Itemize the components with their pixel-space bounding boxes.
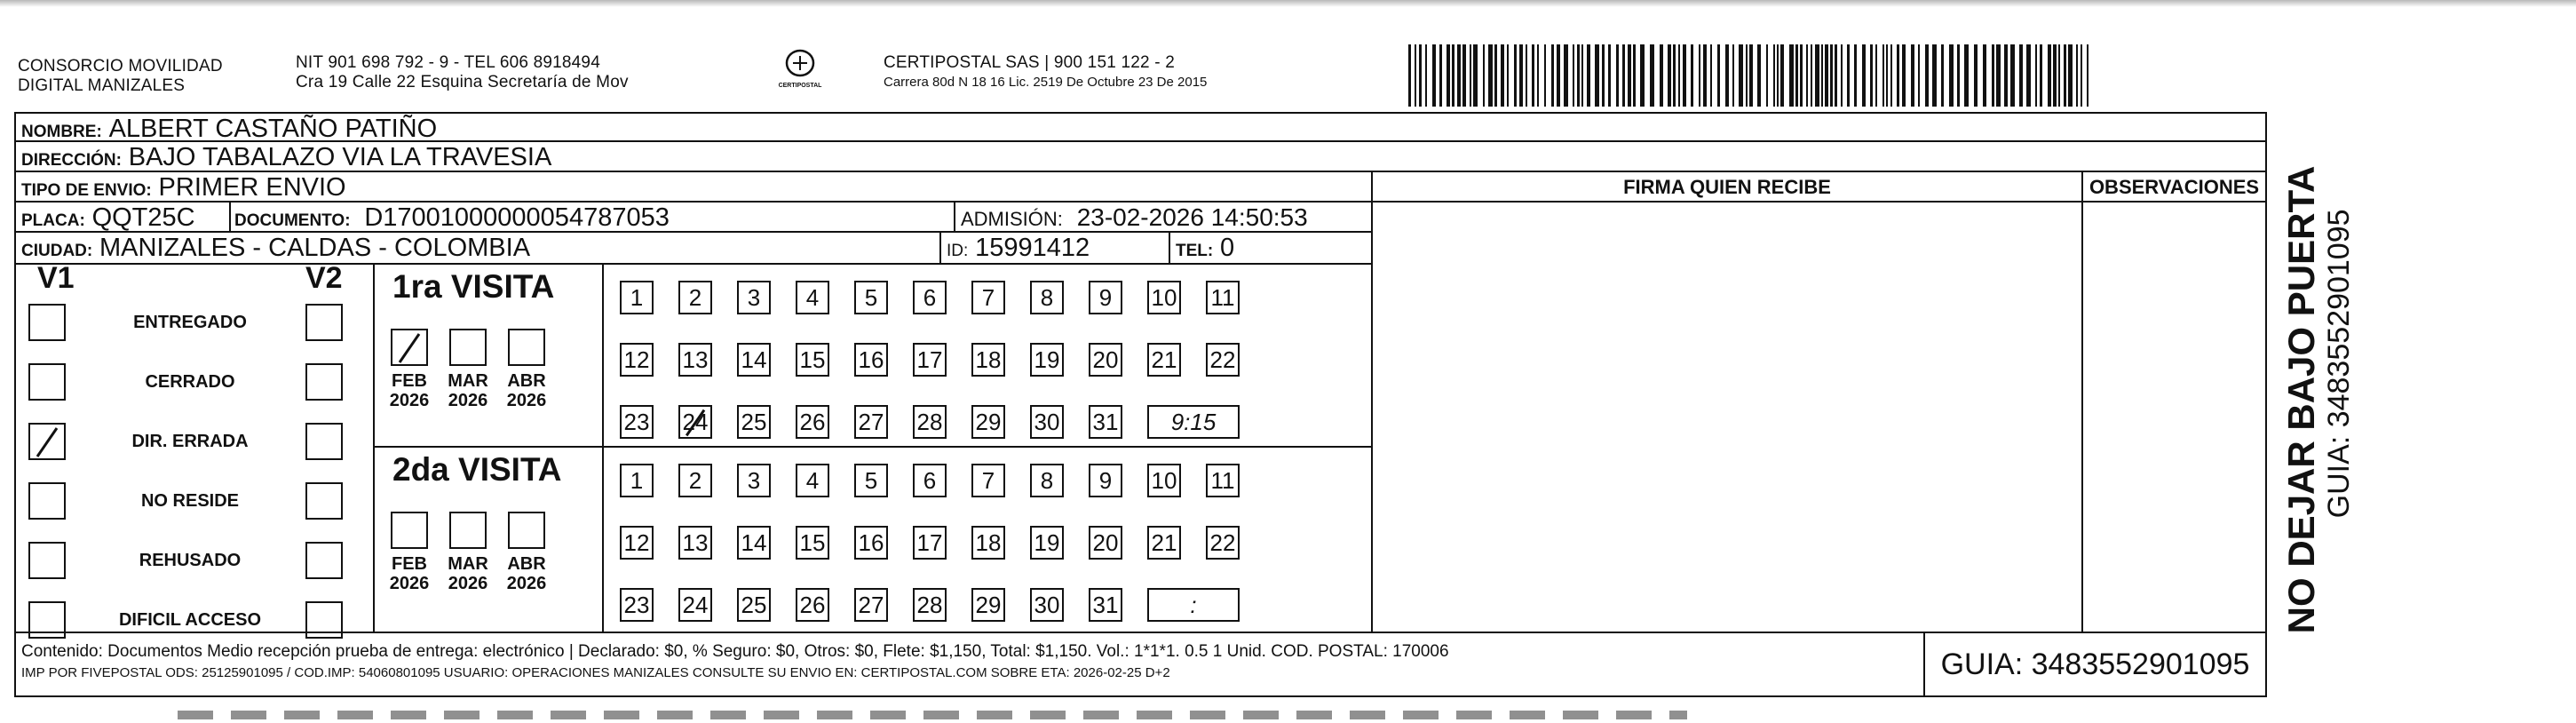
day-box[interactable]: 18 (971, 343, 1005, 377)
time-box[interactable]: : (1147, 588, 1240, 622)
visit1-section (375, 265, 1373, 448)
status-label: CERRADO (145, 372, 235, 392)
visit2-section (375, 448, 1373, 632)
day-box[interactable]: 4 (796, 281, 829, 314)
barcode-bar (1890, 44, 1892, 107)
side-panel (2270, 115, 2367, 684)
address-label: DIRECCIÓN: (21, 151, 122, 170)
barcode-bar (1992, 44, 1994, 107)
observations-label: OBSERVACIONES (2083, 172, 2265, 203)
barcode-bar (1941, 44, 1944, 107)
visit2-title: 2da VISITA (392, 451, 562, 488)
footer (16, 632, 2265, 695)
top-edge (0, 0, 2576, 7)
v1-checkbox[interactable] (28, 542, 66, 579)
status-section (16, 261, 375, 632)
plate-cell (16, 203, 231, 231)
day-box[interactable]: 1 (620, 464, 654, 497)
barcode-bar (2019, 44, 2023, 107)
day-box[interactable]: 13 (678, 526, 712, 560)
month-name: ABR (507, 371, 546, 391)
barcode-bar (1974, 44, 1978, 107)
barcode-bar (1602, 44, 1605, 107)
day-box[interactable]: 7 (971, 464, 1005, 497)
day-box[interactable]: 3 (737, 281, 771, 314)
city-label: CIUDAD: (21, 242, 93, 260)
month-year: 2026 (448, 391, 488, 410)
footer-imp-line: IMP POR FIVEPOSTAL ODS: 25125901095 / COD.IMP: 54060801095 USUARIO: OPERACIONES MANIZALES CONSULTE SU ENVIO EN: CERTIPOSTAL.COM SOBRE ETA: 2026-02-25 D+2 (21, 665, 1170, 680)
day-box[interactable]: 30 (1030, 588, 1064, 622)
barcode-bar (1918, 44, 1920, 107)
barcode-bar (1789, 44, 1794, 107)
city-value: MANIZALES - CALDAS - COLOMBIA (99, 234, 531, 262)
barcode-bar (2035, 44, 2037, 107)
barcode-bar (1439, 44, 1442, 107)
courier-info (884, 53, 1207, 91)
barcode-bar (1862, 44, 1866, 107)
v2-checkbox[interactable] (305, 423, 343, 460)
day-box[interactable]: 2 (678, 464, 712, 497)
city-cell (21, 233, 945, 263)
address-row (16, 142, 2265, 172)
barcode-bar (1739, 44, 1743, 107)
barcode-bar (1419, 44, 1422, 107)
month-name: FEB (392, 554, 427, 574)
barcode-bar (1932, 44, 1937, 107)
barcode-bar (1806, 44, 1808, 107)
barcode-bar (1415, 44, 1416, 107)
day-box[interactable]: 13 (678, 343, 712, 377)
status-label: NO RESIDE (140, 491, 240, 511)
barcode-bar (1622, 44, 1625, 107)
barcode-bar (1457, 44, 1461, 107)
barcode-bar (1691, 44, 1693, 107)
left-section (16, 172, 1373, 632)
company-nit (296, 53, 629, 92)
barcode-bar (1732, 44, 1734, 107)
tel-label: TEL: (1176, 242, 1214, 260)
barcode-bar (1911, 44, 1914, 107)
barcode-bar (2064, 44, 2066, 107)
send-type-row (16, 172, 1371, 203)
barcode-bar (1925, 44, 1929, 107)
barcode-bar (1519, 44, 1523, 107)
visit2-left (375, 448, 604, 632)
barcode-bar (1957, 44, 1960, 107)
day-box[interactable]: 6 (913, 464, 947, 497)
day-box[interactable]: 20 (1089, 343, 1122, 377)
footer-text (21, 640, 1922, 683)
barcode-bar (1473, 44, 1478, 107)
barcode-bar (1841, 44, 1843, 107)
barcode-bar (2048, 44, 2051, 107)
day-box[interactable]: 29 (971, 588, 1005, 622)
day-box[interactable]: 21 (1147, 343, 1181, 377)
day-box[interactable]: 14 (737, 343, 771, 377)
barcode-bar (1608, 44, 1611, 107)
logo-text: CERTIPOSTAL (778, 83, 822, 89)
tel-cell (1169, 233, 1371, 263)
barcode-bar (1902, 44, 1906, 107)
signature-label: FIRMA QUIEN RECIBE (1373, 172, 2081, 203)
v2-checkbox[interactable] (305, 542, 343, 579)
day-box[interactable]: 21 (1147, 526, 1181, 560)
barcode-bar (1749, 44, 1753, 107)
barcode-bar (1526, 44, 1527, 107)
barcode-bar (1452, 44, 1454, 107)
nit-line-1: NIT 901 698 792 - 9 - TEL 606 8918494 (296, 53, 600, 72)
barcode-bar (1551, 44, 1554, 107)
nit-line-2: Cra 19 Calle 22 Esquina Secretaría de Mov (296, 73, 629, 91)
plate-row (16, 203, 1371, 233)
day-box[interactable]: 25 (737, 588, 771, 622)
admission-value: 23-02-2026 14:50:53 (1076, 203, 1308, 231)
barcode-bar (1483, 44, 1485, 107)
month-year: 2026 (389, 574, 430, 593)
day-box[interactable]: 10 (1147, 281, 1181, 314)
status-label: DIR. ERRADA (131, 432, 249, 451)
barcode-bar (1587, 44, 1590, 107)
barcode-bar (1777, 44, 1779, 107)
day-box[interactable]: 27 (854, 588, 888, 622)
barcode-bar (1835, 44, 1837, 107)
barcode-bar (2004, 44, 2008, 107)
barcode-bar (2053, 44, 2057, 107)
plate-label: PLACA: (21, 211, 85, 230)
barcode-bar (1425, 44, 1427, 107)
send-type-value: PRIMER ENVIO (158, 173, 346, 202)
check-mark-icon (680, 407, 712, 439)
id-label: ID: (947, 242, 969, 260)
status-label: ENTREGADO (133, 313, 247, 332)
visit1-title: 1ra VISITA (392, 268, 555, 305)
admission-cell (954, 203, 1371, 231)
month-name: ABR (507, 554, 546, 574)
barcode-bar (1821, 44, 1823, 107)
day-box[interactable]: 11 (1206, 281, 1240, 314)
time-box[interactable]: 9:15 (1147, 405, 1240, 439)
barcode-bar (1557, 44, 1560, 107)
send-type-label: TIPO DE ENVIO: (21, 181, 152, 200)
barcode-bar (1507, 44, 1509, 107)
barcode-bar (1678, 44, 1680, 107)
day-box[interactable]: 16 (854, 343, 888, 377)
barcode-bar (1408, 44, 1411, 107)
day-box[interactable]: 15 (796, 526, 829, 560)
document-label: DOCUMENTO: (234, 211, 351, 230)
barcode-bar (1683, 44, 1686, 107)
barcode-bar (1699, 44, 1700, 107)
barcode-bar (1811, 44, 1812, 107)
day-box[interactable]: 26 (796, 405, 829, 439)
company-name (18, 57, 223, 96)
barcode-bar (1581, 44, 1583, 107)
visit1-left (375, 265, 604, 446)
barcode-bar (1717, 44, 1720, 107)
day-box[interactable]: 22 (1206, 343, 1240, 377)
month-checkbox[interactable] (391, 329, 428, 366)
barcode-bar (1870, 44, 1873, 107)
check-mark-icon (30, 425, 66, 460)
barcode-bar (1447, 44, 1450, 107)
barcode-bar (1633, 44, 1636, 107)
month-year: 2026 (506, 391, 547, 410)
barcode-bar (1595, 44, 1599, 107)
barcode-bar (1514, 44, 1517, 107)
day-box[interactable]: 5 (854, 464, 888, 497)
document-value: D17001000000054787053 (364, 203, 670, 232)
day-box[interactable]: 20 (1089, 526, 1122, 560)
day-box[interactable]: 1 (620, 281, 654, 314)
month-label (500, 554, 553, 593)
barcode-bar (1470, 44, 1471, 107)
barcode-bar (1532, 44, 1534, 107)
barcode-bar (1830, 44, 1833, 107)
v1-checkbox[interactable] (28, 423, 66, 460)
month-year: 2026 (506, 574, 547, 593)
month-name: MAR (448, 371, 488, 391)
day-box[interactable]: 3 (737, 464, 771, 497)
barcode-bar (1983, 44, 1986, 107)
day-box[interactable]: 17 (913, 343, 947, 377)
barcode-bar (1746, 44, 1748, 107)
side-title: NO DEJAR BAJO PUERTA (2280, 165, 2322, 634)
day-box[interactable]: 30 (1030, 405, 1064, 439)
address-value: BAJO TABALAZO VIA LA TRAVESIA (128, 143, 552, 171)
barcode-bar (2087, 44, 2089, 107)
day-box[interactable]: 16 (854, 526, 888, 560)
barcode-bar (1886, 44, 1888, 107)
barcode-bar (1847, 44, 1850, 107)
barcode-bar (1616, 44, 1619, 107)
day-box[interactable]: 12 (620, 343, 654, 377)
day-box[interactable]: 18 (971, 526, 1005, 560)
barcode-bar (1766, 44, 1768, 107)
day-box[interactable]: 8 (1030, 464, 1064, 497)
day-box[interactable]: 15 (796, 343, 829, 377)
footer-guia-cell (1923, 633, 2265, 695)
footer-guia: GUIA: 3483552901095 (1940, 648, 2250, 681)
day-box[interactable]: 28 (913, 405, 947, 439)
day-box[interactable]: 29 (971, 405, 1005, 439)
day-box[interactable]: 19 (1030, 343, 1064, 377)
day-box[interactable]: 4 (796, 464, 829, 497)
city-row (16, 233, 1371, 265)
barcode-bar (1564, 44, 1568, 107)
observations-area (2083, 172, 2265, 632)
barcode-bar (1668, 44, 1671, 107)
v2-checkbox[interactable] (305, 363, 343, 401)
day-box[interactable]: 17 (913, 526, 947, 560)
courier-line-2: Carrera 80d N 18 16 Lic. 2519 De Octubre 23 De 2015 (884, 75, 1208, 90)
barcode-bar (1673, 44, 1676, 107)
month-name: FEB (392, 371, 427, 391)
barcode-bar (1573, 44, 1574, 107)
v2-checkbox[interactable] (305, 304, 343, 341)
month-label (441, 554, 495, 593)
status-label: DIFICIL ACCESO (118, 610, 261, 630)
barcode-bar (1897, 44, 1899, 107)
day-box[interactable]: 28 (913, 588, 947, 622)
barcode-bar (1537, 44, 1539, 107)
name-label: NOMBRE: (21, 123, 102, 141)
barcode-bar (1544, 44, 1546, 107)
shipping-form (14, 112, 2267, 697)
barcode-bar (2010, 44, 2015, 107)
company-line-2: DIGITAL MANIZALES (18, 76, 186, 95)
barcode-bar (2058, 44, 2060, 107)
company-line-1: CONSORCIO MOVILIDAD (18, 57, 223, 75)
barcode-bar (1815, 44, 1819, 107)
v1-checkbox[interactable] (28, 482, 66, 520)
visit2-days (604, 448, 1373, 632)
id-cell (939, 233, 1169, 263)
month-label (500, 371, 553, 410)
day-box[interactable]: 12 (620, 526, 654, 560)
certipostal-logo (769, 48, 831, 98)
barcode-bar (1488, 44, 1493, 107)
day-box[interactable]: 22 (1206, 526, 1240, 560)
visit1-days (604, 265, 1373, 446)
barcode (1408, 44, 2094, 107)
day-box[interactable]: 26 (796, 588, 829, 622)
day-box[interactable]: 23 (620, 588, 654, 622)
barcode-bar (1710, 44, 1712, 107)
barcode-bar (1773, 44, 1775, 107)
day-box[interactable]: 19 (1030, 526, 1064, 560)
day-box[interactable]: 11 (1206, 464, 1240, 497)
footer-content-line: Contenido: Documentos Medio recepción prueba de entrega: electrónico | Declarado: $0, % Seguro: $0, Otros: $0, Flete: $1,150, Total: $1,150. Vol.: 1*1*1. 0.5 1 Unid. COD. POSTAL: 170006 (21, 642, 1449, 661)
barcode-bar (1640, 44, 1645, 107)
day-box[interactable]: 8 (1030, 281, 1064, 314)
barcode-bar (1949, 44, 1954, 107)
barcode-bar (1996, 44, 2001, 107)
status-label: REHUSADO (139, 551, 242, 570)
day-box[interactable]: 5 (854, 281, 888, 314)
month-checkbox[interactable] (391, 512, 428, 549)
barcode-bar (1800, 44, 1803, 107)
barcode-bar (1875, 44, 1877, 107)
side-guia: GUIA: 3483552901095 (2322, 209, 2356, 519)
day-box[interactable]: 31 (1089, 588, 1122, 622)
v2-label: V2 (305, 261, 343, 295)
month-year: 2026 (389, 391, 430, 410)
barcode-bar (1882, 44, 1884, 107)
barcode-bar (2040, 44, 2042, 107)
month-checkbox[interactable] (449, 329, 487, 366)
barcode-bar (1964, 44, 1969, 107)
bottom-edge (178, 711, 1687, 719)
month-year: 2026 (448, 574, 488, 593)
barcode-bar (1725, 44, 1729, 107)
day-box[interactable]: 10 (1147, 464, 1181, 497)
check-mark-icon (392, 330, 428, 366)
barcode-bar (2068, 44, 2073, 107)
admission-label: ADMISIÓN: (961, 208, 1063, 230)
barcode-bar (1703, 44, 1707, 107)
document-cell (234, 203, 967, 231)
name-row (16, 114, 2265, 142)
barcode-bar (1795, 44, 1798, 107)
day-box[interactable]: 9 (1089, 281, 1122, 314)
month-label (441, 371, 495, 410)
tel-value: 0 (1220, 234, 1235, 262)
courier-line-1: CERTIPOSTAL SAS | 900 151 122 - 2 (884, 53, 1176, 72)
name-value: ALBERT CASTAÑO PATIÑO (108, 115, 438, 143)
side-rotated (2281, 166, 2356, 634)
day-box[interactable]: 27 (854, 405, 888, 439)
signature-area (1373, 172, 2083, 632)
barcode-bar (1494, 44, 1497, 107)
month-checkbox[interactable] (508, 329, 545, 366)
id-value: 15991412 (975, 234, 1090, 262)
day-box[interactable]: 6 (913, 281, 947, 314)
barcode-bar (1577, 44, 1580, 107)
month-name: MAR (448, 554, 488, 574)
barcode-bar (1825, 44, 1828, 107)
day-box[interactable]: 9 (1089, 464, 1122, 497)
day-box[interactable]: 25 (737, 405, 771, 439)
barcode-bar (1660, 44, 1663, 107)
barcode-bar (2026, 44, 2031, 107)
barcode-bar (1854, 44, 1857, 107)
month-label (383, 554, 436, 593)
barcode-bar (1432, 44, 1436, 107)
barcode-bar (1757, 44, 1761, 107)
day-box[interactable]: 31 (1089, 405, 1122, 439)
barcode-bar (1462, 44, 1466, 107)
day-box[interactable]: 24 (678, 588, 712, 622)
day-box[interactable]: 24 (678, 405, 712, 439)
certipostal-logo-icon (782, 48, 818, 78)
day-box[interactable]: 14 (737, 526, 771, 560)
day-box[interactable]: 23 (620, 405, 654, 439)
barcode-bar (1628, 44, 1631, 107)
v1-checkbox[interactable] (28, 304, 66, 341)
barcode-bar (2081, 44, 2082, 107)
barcode-bar (1780, 44, 1784, 107)
month-label (383, 371, 436, 410)
barcode-bar (1501, 44, 1504, 107)
barcode-bar (2076, 44, 2078, 107)
v1-checkbox[interactable] (28, 363, 66, 401)
day-box[interactable]: 2 (678, 281, 712, 314)
day-box[interactable]: 7 (971, 281, 1005, 314)
v2-checkbox[interactable] (305, 482, 343, 520)
v1-label: V1 (37, 261, 75, 295)
plate-value: QQT25C (91, 203, 195, 232)
month-checkbox[interactable] (449, 512, 487, 549)
barcode-bar (1650, 44, 1654, 107)
month-checkbox[interactable] (508, 512, 545, 549)
